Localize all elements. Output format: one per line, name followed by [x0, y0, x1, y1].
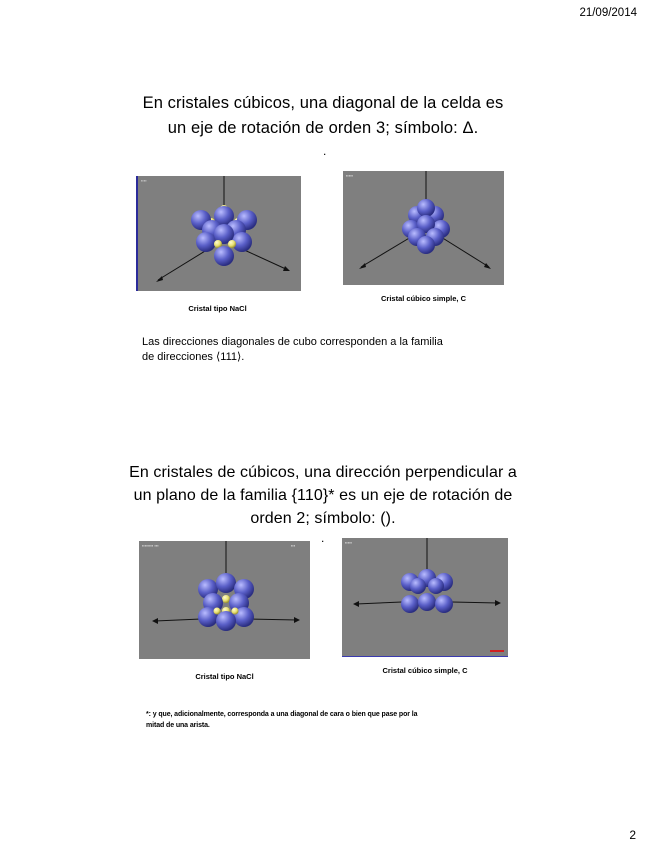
section2-title-line3: orden 2; símbolo: ().	[250, 510, 396, 527]
caption-nacl-1: Cristal tipo NaCl	[188, 304, 247, 313]
section2-footnote-line1: *: y que, adicionalmente, corresponda a una diagonal de cara o bien que pase por la	[146, 711, 418, 718]
svg-text:▪▪▪: ▪▪▪	[291, 543, 296, 548]
nacl-2fold-render	[139, 541, 310, 659]
nacl-3fold-render	[138, 176, 301, 291]
simple-cubic-2fold-image	[342, 538, 508, 657]
simple-cubic-3fold-image	[343, 171, 504, 285]
nacl-2fold-image	[139, 541, 310, 659]
section1-note	[142, 335, 443, 365]
page-date: 21/09/2014	[579, 7, 637, 19]
svg-text:▪▪▪▪▪: ▪▪▪▪▪	[346, 173, 354, 178]
section1-note-line2: de direcciones ⟨111⟩.	[142, 351, 245, 363]
section2-footnote	[146, 709, 417, 731]
caption-nacl-2: Cristal tipo NaCl	[195, 672, 254, 681]
caption-simple-cubic-1: Cristal cúbico simple, C	[380, 294, 467, 303]
section1-dot: .	[323, 144, 327, 158]
section2-footnote-line2: mitad de una arista.	[146, 722, 210, 729]
section1-note-line1: Las direcciones diagonales de cubo corresponden a la familia	[142, 336, 443, 348]
section2-dot: .	[321, 531, 325, 545]
svg-text:▪▪▪▪▪: ▪▪▪▪▪	[345, 540, 353, 545]
section2-title-line2: un plano de la familia {110}* es un eje de rotación de	[133, 487, 513, 504]
simple-cubic-3fold-render	[343, 171, 504, 285]
section1-title-line1: En cristales cúbicos, una diagonal de la celda es	[142, 94, 504, 112]
caption-simple-cubic-2: Cristal cúbico simple, C	[382, 666, 468, 675]
section1-title	[100, 91, 546, 141]
page-number: 2	[629, 828, 636, 842]
nacl-3fold-image	[136, 176, 301, 291]
section2-title	[100, 461, 546, 530]
svg-text:▪▪▪▪▪▪▪▪ ▪▪▪: ▪▪▪▪▪▪▪▪ ▪▪▪	[142, 543, 159, 548]
simple-cubic-2fold-render	[342, 538, 508, 656]
section2-title-line1: En cristales de cúbicos, una dirección perpendicular a	[129, 464, 517, 481]
svg-text:▪▪▪▪: ▪▪▪▪	[141, 178, 147, 183]
section1-title-line2: un eje de rotación de orden 3; símbolo: Δ.	[167, 119, 479, 137]
